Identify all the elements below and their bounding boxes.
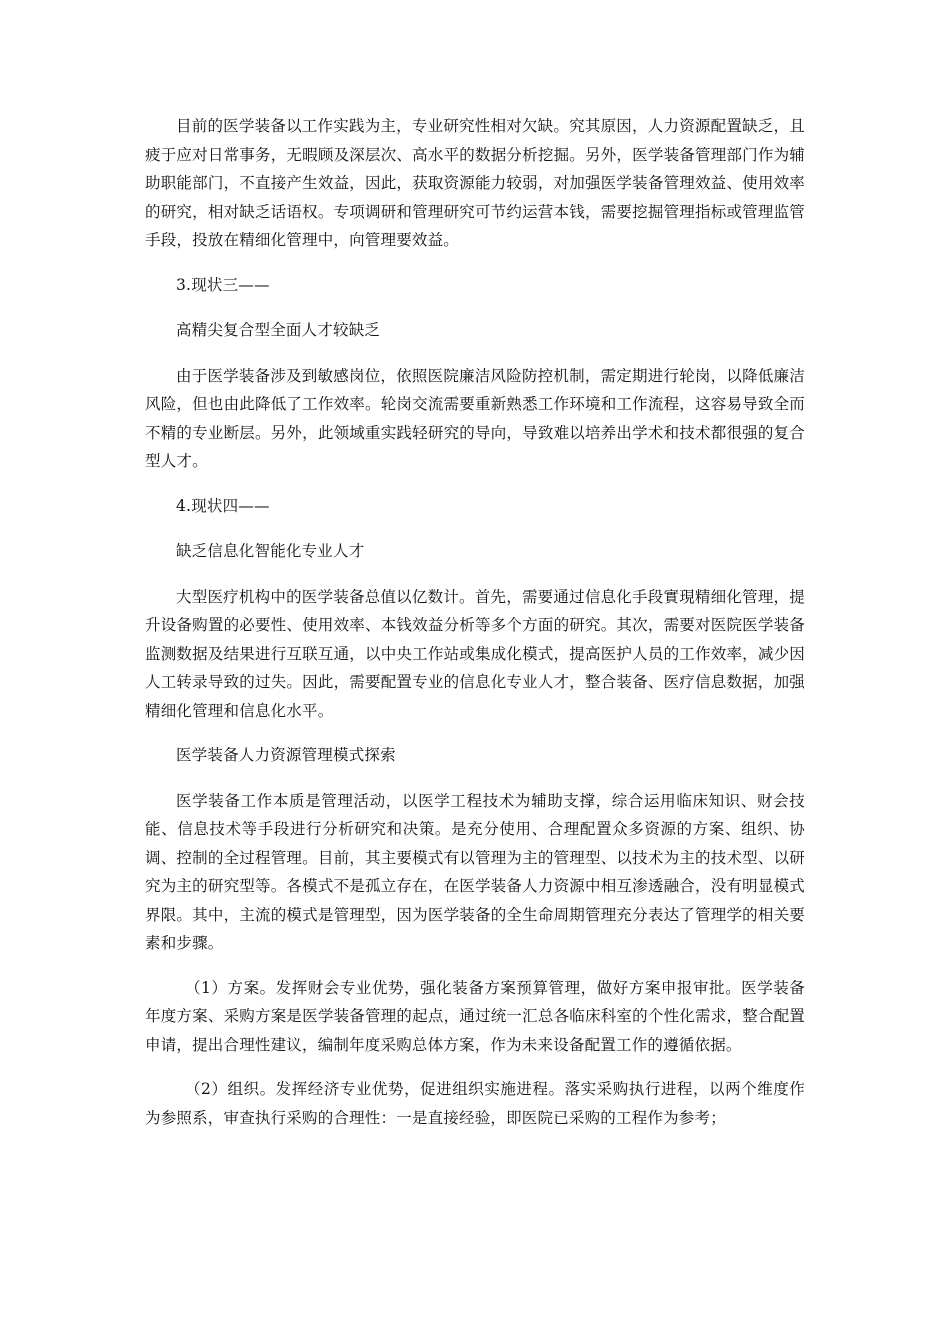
section-number-3: 3.现状三——: [176, 275, 270, 294]
section-number-4: 4.现状四——: [176, 496, 270, 515]
paragraph-management-model: 医学装备工作本质是管理活动，以医学工程技术为辅助支撑，综合运用临床知识、财会技能、信息技术等手段进行分析研究和决策。是充分使用、合理配置众多资源的方案、组织、协调、控制的全过程管理。目前，其主要模式有以管理为主的管理型、以技术为主的技术型、以研究为主的研究型等。各模式不是孤立存在，在医学装备人力资源中相互渗透融合，没有明显模式界限。其中，主流的模式是管理型，因为医学装备的全生命周期管理充分表达了管理学的相关要素和步骤。: [145, 791, 805, 952]
section-title-it-talent: 缺乏信息化智能化专业人才: [176, 542, 365, 560]
paragraph-job-rotation: 由于医学装备涉及到敏感岗位，依照医院廉洁风险防控机制，需定期进行轮岗，以降低廉洁风险，但也由此降低了工作效率。轮岗交流需要重新熟悉工作环境和工作流程，这容易导致全而不精的专业断层。另外，此领域重实践轻研究的导向，导致难以培养出学术和技术都很强的复合型人才。: [145, 366, 805, 470]
section-title-hr-model: 医学装备人力资源管理模式探索: [176, 746, 396, 764]
paragraph-research-shortage: 目前的医学装备以工作实践为主，专业研究性相对欠缺。究其原因，人力资源配置缺乏，且疲于应对日常事务，无暇顾及深层次、高水平的数据分析挖掘。另外，医学装备管理部门作为辅助职能部门，不直接产生效益，因此，获取资源能力较弱，对加强医学装备管理效益、使用效率的研究，相对缺乏话语权。专项调研和管理研究可节约运营本钱，需要挖掘管理指标或管理监管手段，投放在精细化管理中，向管理要效益。: [145, 117, 805, 249]
list-item-plan: （1）方案。发挥财会专业优势，强化装备方案预算管理，做好方案申报审批。医学装备年度方案、采购方案是医学装备管理的起点，通过统一汇总各临床科室的个性化需求，整合配置申请，提出合理性建议，编制年度采购总体方案，作为未来设备配置工作的遵循依据。: [145, 978, 805, 1054]
document-body: [145, 112, 805, 1132]
section-title-talent-shortage: 高精尖复合型全面人才较缺乏: [176, 321, 381, 339]
list-item-organization: （2）组织。发挥经济专业优势，促进组织实施进程。落实采购执行进程，以两个维度作为参照系，审查执行采购的合理性：一是直接经验，即医院已采购的工程作为参考；: [145, 1080, 805, 1127]
paragraph-informatization: 大型医疗机构中的医学装备总值以亿数计。首先，需要通过信息化手段實現精细化管理，提升设备购置的必要性、使用效率、本钱效益分析等多个方面的研究。其次，需要对医院医学装备监测数据及结果进行互联互通，以中央工作站或集成化模式，提高医护人员的工作效率，减少因人工转录导致的过失。因此，需要配置专业的信息化专业人才，整合装备、医疗信息数据，加强精细化管理和信息化水平。: [145, 587, 805, 720]
